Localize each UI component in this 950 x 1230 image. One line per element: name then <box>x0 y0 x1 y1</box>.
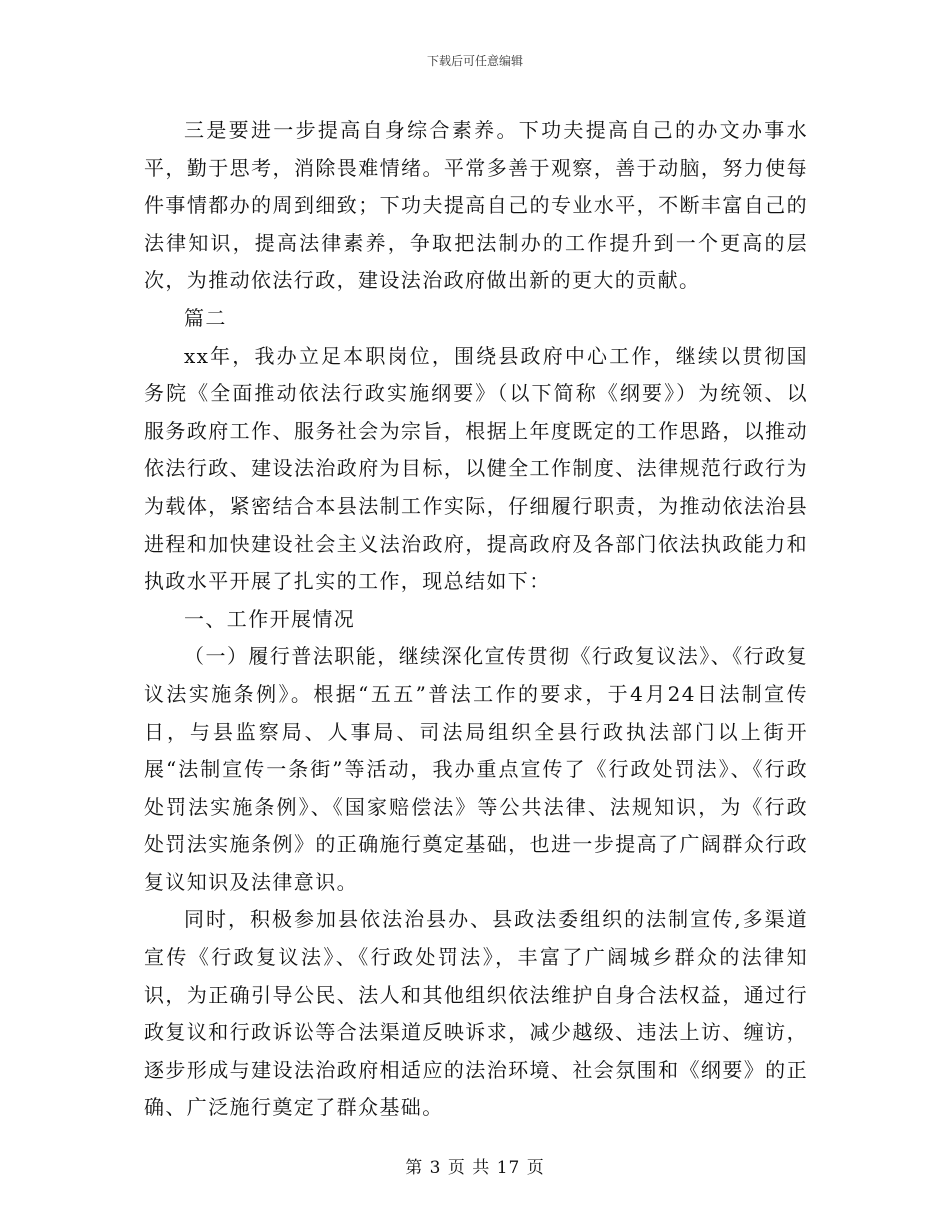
page-number-footer: 第 3 页 共 17 页 <box>405 1158 545 1178</box>
paragraph-participation: 同时，积极参加县依法治县办、县政法委组织的法制宣传,多渠道宣传《行政复议法》、《行政处罚法》，丰富了广阔城乡群众的法律知识，为正确引导公民、法人和其他组织依法维护自身合法权益，通过行政复议和行政诉讼等合法渠道反映诉求，减少越级、违法上访、缠访，逐步形成与建设法治政府相适应的法治环境、社会氛围和《纲要》的正确、广泛施行奠定了群众基础。 <box>144 907 808 1120</box>
document-body <box>144 112 808 1127</box>
heading-work-status: 一、工作开展情况 <box>184 606 356 631</box>
section-title: 篇二 <box>184 305 227 330</box>
page-header: 下载后可任意编辑 <box>426 54 523 68</box>
paragraph-legal-publicity: （一）履行普法职能，继续深化宣传贯彻《行政复议法》、《行政复议法实施条例》。根据“五五”普法工作的要求，于4月24日法制宣传日，与县监察局、人事局、司法局组织全县行政执法部门以上街开展“法制宣传一条街”等活动，我办重点宣传了《行政处罚法》、《行政处罚法实施条例》、《国家赔偿法》等公共法律、法规知识，为《行政处罚法实施条例》的正确施行奠定基础，也进一步提高了广阔群众行政复议知识及法律意识。 <box>144 644 808 894</box>
paragraph-intro: xx年，我办立足本职岗位，围绕县政府中心工作，继续以贯彻国务院《全面推动依法行政实施纲要》（以下简称《纲要》）为统领、以服务政府工作、服务社会为宗旨，根据上年度既定的工作思路，以推动依法行政、建设法治政府为目标，以健全工作制度、法律规范行政行为为载体，紧密结合本县法制工作实际，仔细履行职责，为推动依法治县进程和加快建设社会主义法治政府，提高政府及各部门依法执政能力和执政水平开展了扎实的工作，现总结如下： <box>144 343 808 594</box>
paragraph-self-improvement: 三是要进一步提高自身综合素养。下功夫提高自己的办文办事水平，勤于思考，消除畏难情绪。平常多善于观察，善于动脑，努力使每件事情都办的周到细致；下功夫提高自己的专业水平，不断丰富自己的法律知识，提高法律素养，争取把法制办的工作提升到一个更高的层次，为推动依法行政，建设法治政府做出新的更大的贡献。 <box>144 118 808 293</box>
